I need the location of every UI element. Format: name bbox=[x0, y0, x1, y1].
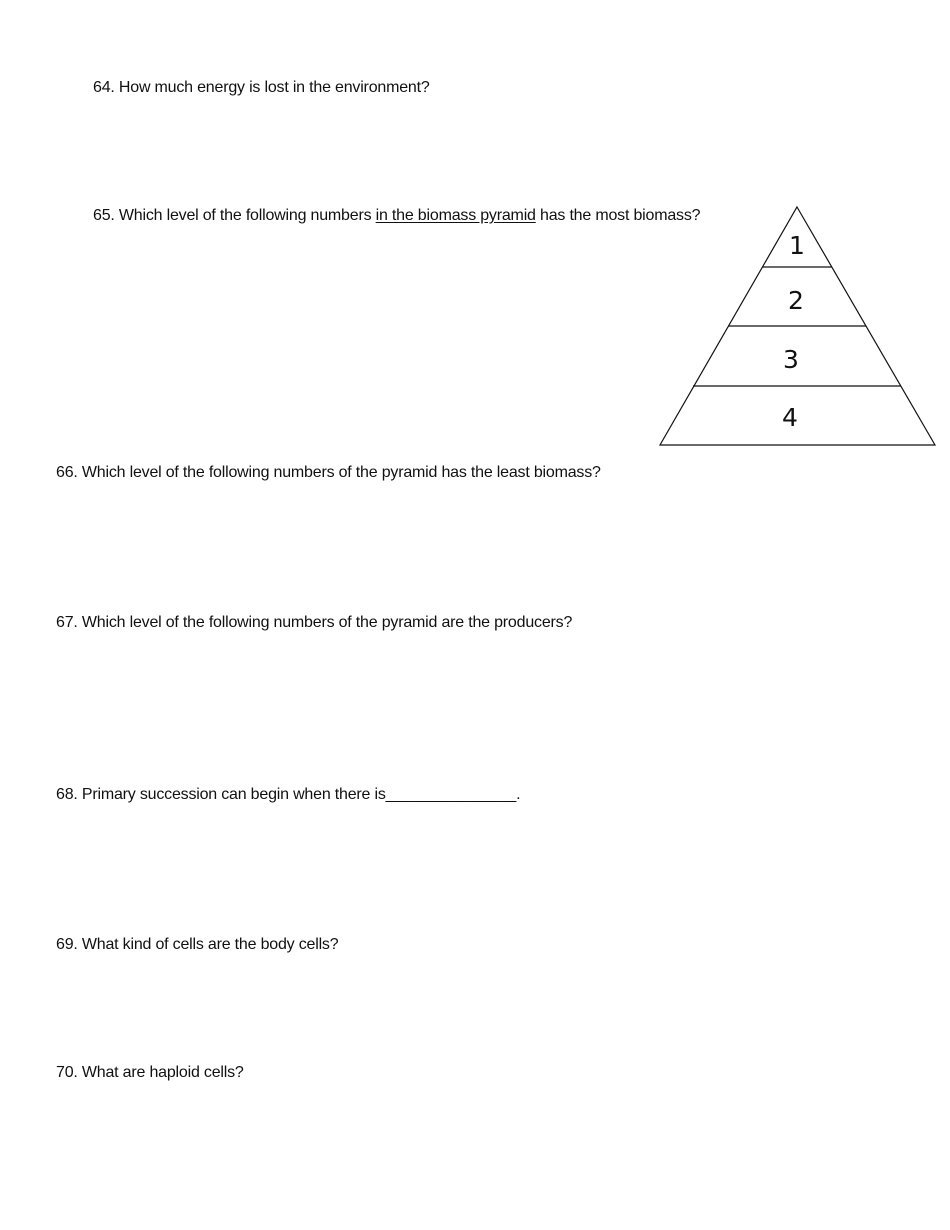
pyramid-level-4-label: 4 bbox=[782, 403, 798, 432]
question-68-text: 68. Primary succession can begin when there is_______________. bbox=[56, 786, 521, 803]
pyramid-level-2-label: 2 bbox=[788, 286, 804, 315]
question-65-text-after: has the most biomass? bbox=[535, 207, 701, 224]
pyramid-level-1-label: 1 bbox=[789, 231, 805, 260]
question-66-text: 66. Which level of the following numbers of the pyramid has the least biomass? bbox=[56, 464, 601, 481]
question-69-text: 69. What kind of cells are the body cells? bbox=[56, 936, 339, 953]
question-68 bbox=[56, 785, 520, 805]
question-69 bbox=[56, 935, 338, 955]
biomass-pyramid-diagram bbox=[655, 200, 940, 450]
question-65-underlined-phrase: in the biomass pyramid bbox=[375, 207, 536, 224]
question-64-text: 64. How much energy is lost in the environment? bbox=[93, 79, 430, 96]
question-70 bbox=[56, 1063, 244, 1083]
question-70-text: 70. What are haploid cells? bbox=[56, 1064, 244, 1081]
question-67 bbox=[56, 613, 572, 633]
pyramid-level-3-label: 3 bbox=[783, 345, 799, 374]
question-65-text-before: 65. Which level of the following numbers bbox=[93, 207, 376, 224]
question-66 bbox=[56, 463, 601, 483]
question-64 bbox=[93, 78, 430, 98]
question-65 bbox=[93, 206, 700, 226]
question-67-text: 67. Which level of the following numbers of the pyramid are the producers? bbox=[56, 614, 573, 631]
